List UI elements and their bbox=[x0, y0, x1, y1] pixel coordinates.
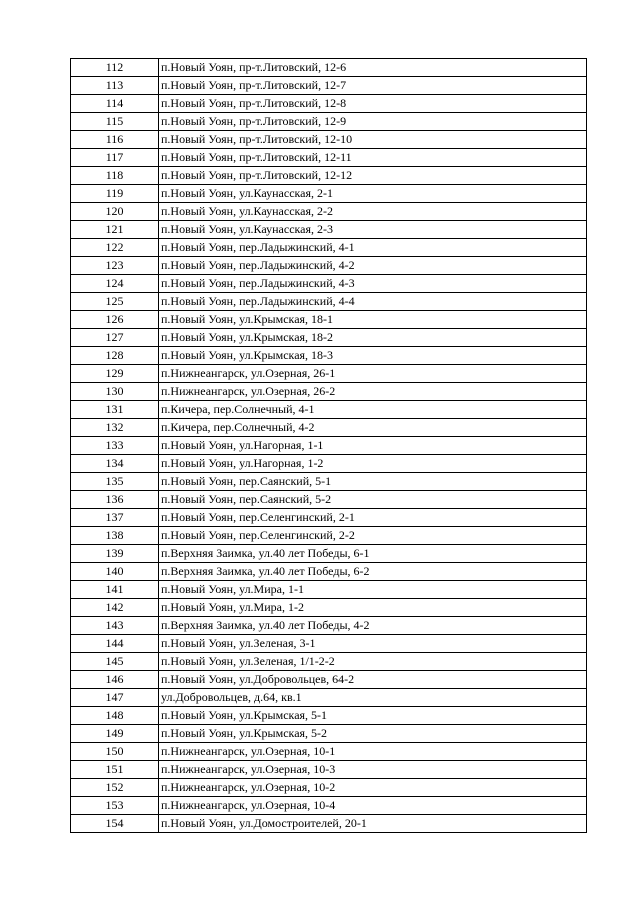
row-number-cell: 132 bbox=[71, 419, 159, 437]
address-cell: п.Новый Уоян, ул.Крымская, 5-1 bbox=[159, 707, 587, 725]
table-row bbox=[71, 581, 587, 599]
table-row bbox=[71, 203, 587, 221]
table-row bbox=[71, 239, 587, 257]
row-number-cell: 138 bbox=[71, 527, 159, 545]
address-cell: п.Новый Уоян, пер.Селенгинский, 2-2 bbox=[159, 527, 587, 545]
table-row bbox=[71, 491, 587, 509]
row-number-cell: 137 bbox=[71, 509, 159, 527]
address-cell: п.Нижнеангарск, ул.Озерная, 10-3 bbox=[159, 761, 587, 779]
table-row bbox=[71, 329, 587, 347]
table-row bbox=[71, 401, 587, 419]
table-row bbox=[71, 185, 587, 203]
row-number-cell: 122 bbox=[71, 239, 159, 257]
address-cell: п.Нижнеангарск, ул.Озерная, 10-4 bbox=[159, 797, 587, 815]
row-number-cell: 145 bbox=[71, 653, 159, 671]
table-body bbox=[71, 59, 587, 833]
row-number-cell: 148 bbox=[71, 707, 159, 725]
address-cell: п.Новый Уоян, ул.Зеленая, 3-1 bbox=[159, 635, 587, 653]
table-row bbox=[71, 131, 587, 149]
table-row bbox=[71, 419, 587, 437]
table-row bbox=[71, 671, 587, 689]
table-row bbox=[71, 707, 587, 725]
address-cell: п.Кичера, пер.Солнечный, 4-2 bbox=[159, 419, 587, 437]
address-cell: п.Нижнеангарск, ул.Озерная, 26-2 bbox=[159, 383, 587, 401]
table-row bbox=[71, 815, 587, 833]
table-row bbox=[71, 509, 587, 527]
row-number-cell: 140 bbox=[71, 563, 159, 581]
row-number-cell: 117 bbox=[71, 149, 159, 167]
address-cell: п.Новый Уоян, пер.Саянский, 5-1 bbox=[159, 473, 587, 491]
table-row bbox=[71, 653, 587, 671]
table-row bbox=[71, 779, 587, 797]
table-row bbox=[71, 113, 587, 131]
table-row bbox=[71, 761, 587, 779]
address-cell: п.Новый Уоян, пр-т.Литовский, 12-9 bbox=[159, 113, 587, 131]
address-cell: п.Новый Уоян, пер.Ладыжинский, 4-4 bbox=[159, 293, 587, 311]
table-row bbox=[71, 689, 587, 707]
row-number-cell: 113 bbox=[71, 77, 159, 95]
address-cell: п.Новый Уоян, ул.Добровольцев, 64-2 bbox=[159, 671, 587, 689]
table-row bbox=[71, 635, 587, 653]
row-number-cell: 147 bbox=[71, 689, 159, 707]
table-row bbox=[71, 383, 587, 401]
row-number-cell: 154 bbox=[71, 815, 159, 833]
address-cell: п.Новый Уоян, ул.Крымская, 18-3 bbox=[159, 347, 587, 365]
row-number-cell: 127 bbox=[71, 329, 159, 347]
row-number-cell: 115 bbox=[71, 113, 159, 131]
address-cell: п.Новый Уоян, пр-т.Литовский, 12-10 bbox=[159, 131, 587, 149]
table-row bbox=[71, 545, 587, 563]
row-number-cell: 116 bbox=[71, 131, 159, 149]
address-table bbox=[70, 58, 587, 833]
address-cell: п.Новый Уоян, ул.Нагорная, 1-1 bbox=[159, 437, 587, 455]
row-number-cell: 153 bbox=[71, 797, 159, 815]
table-row bbox=[71, 149, 587, 167]
row-number-cell: 112 bbox=[71, 59, 159, 77]
table-row bbox=[71, 347, 587, 365]
table-row bbox=[71, 797, 587, 815]
table-row bbox=[71, 95, 587, 113]
address-cell: п.Новый Уоян, ул.Крымская, 18-1 bbox=[159, 311, 587, 329]
row-number-cell: 150 bbox=[71, 743, 159, 761]
address-cell: п.Новый Уоян, ул.Крымская, 18-2 bbox=[159, 329, 587, 347]
row-number-cell: 151 bbox=[71, 761, 159, 779]
table-row bbox=[71, 599, 587, 617]
address-cell: п.Нижнеангарск, ул.Озерная, 10-2 bbox=[159, 779, 587, 797]
table-row bbox=[71, 275, 587, 293]
address-cell: ул.Добровольцев, д.64, кв.1 bbox=[159, 689, 587, 707]
address-cell: п.Новый Уоян, пер.Ладыжинский, 4-2 bbox=[159, 257, 587, 275]
table-row bbox=[71, 257, 587, 275]
address-cell: п.Верхняя Заимка, ул.40 лет Победы, 4-2 bbox=[159, 617, 587, 635]
row-number-cell: 134 bbox=[71, 455, 159, 473]
row-number-cell: 125 bbox=[71, 293, 159, 311]
row-number-cell: 146 bbox=[71, 671, 159, 689]
table-row bbox=[71, 437, 587, 455]
row-number-cell: 119 bbox=[71, 185, 159, 203]
address-cell: п.Нижнеангарск, ул.Озерная, 26-1 bbox=[159, 365, 587, 383]
address-cell: п.Новый Уоян, ул.Каунасская, 2-3 bbox=[159, 221, 587, 239]
row-number-cell: 133 bbox=[71, 437, 159, 455]
address-cell: п.Новый Уоян, ул.Домостроителей, 20-1 bbox=[159, 815, 587, 833]
table-row bbox=[71, 59, 587, 77]
row-number-cell: 143 bbox=[71, 617, 159, 635]
table-row bbox=[71, 311, 587, 329]
row-number-cell: 123 bbox=[71, 257, 159, 275]
row-number-cell: 149 bbox=[71, 725, 159, 743]
table-row bbox=[71, 77, 587, 95]
address-cell: п.Нижнеангарск, ул.Озерная, 10-1 bbox=[159, 743, 587, 761]
row-number-cell: 136 bbox=[71, 491, 159, 509]
row-number-cell: 128 bbox=[71, 347, 159, 365]
table-row bbox=[71, 563, 587, 581]
row-number-cell: 142 bbox=[71, 599, 159, 617]
address-cell: п.Новый Уоян, ул.Мира, 1-2 bbox=[159, 599, 587, 617]
table-row bbox=[71, 167, 587, 185]
address-cell: п.Кичера, пер.Солнечный, 4-1 bbox=[159, 401, 587, 419]
table-row bbox=[71, 221, 587, 239]
row-number-cell: 144 bbox=[71, 635, 159, 653]
row-number-cell: 135 bbox=[71, 473, 159, 491]
row-number-cell: 120 bbox=[71, 203, 159, 221]
table-row bbox=[71, 473, 587, 491]
table-row bbox=[71, 365, 587, 383]
row-number-cell: 141 bbox=[71, 581, 159, 599]
table-row bbox=[71, 743, 587, 761]
address-cell: п.Новый Уоян, ул.Каунасская, 2-2 bbox=[159, 203, 587, 221]
table-row bbox=[71, 455, 587, 473]
table-row bbox=[71, 725, 587, 743]
row-number-cell: 126 bbox=[71, 311, 159, 329]
table-row bbox=[71, 293, 587, 311]
address-cell: п.Новый Уоян, пер.Ладыжинский, 4-3 bbox=[159, 275, 587, 293]
row-number-cell: 152 bbox=[71, 779, 159, 797]
row-number-cell: 124 bbox=[71, 275, 159, 293]
address-cell: п.Новый Уоян, ул.Крымская, 5-2 bbox=[159, 725, 587, 743]
table-row bbox=[71, 617, 587, 635]
row-number-cell: 129 bbox=[71, 365, 159, 383]
address-cell: п.Новый Уоян, пер.Саянский, 5-2 bbox=[159, 491, 587, 509]
address-cell: п.Новый Уоян, ул.Зеленая, 1/1-2-2 bbox=[159, 653, 587, 671]
table-row bbox=[71, 527, 587, 545]
address-cell: п.Новый Уоян, ул.Мира, 1-1 bbox=[159, 581, 587, 599]
address-cell: п.Новый Уоян, пр-т.Литовский, 12-12 bbox=[159, 167, 587, 185]
row-number-cell: 139 bbox=[71, 545, 159, 563]
address-cell: п.Новый Уоян, пер.Ладыжинский, 4-1 bbox=[159, 239, 587, 257]
address-cell: п.Верхняя Заимка, ул.40 лет Победы, 6-2 bbox=[159, 563, 587, 581]
row-number-cell: 114 bbox=[71, 95, 159, 113]
address-cell: п.Верхняя Заимка, ул.40 лет Победы, 6-1 bbox=[159, 545, 587, 563]
address-cell: п.Новый Уоян, пр-т.Литовский, 12-6 bbox=[159, 59, 587, 77]
address-cell: п.Новый Уоян, пр-т.Литовский, 12-7 bbox=[159, 77, 587, 95]
address-cell: п.Новый Уоян, ул.Нагорная, 1-2 bbox=[159, 455, 587, 473]
address-cell: п.Новый Уоян, пр-т.Литовский, 12-8 bbox=[159, 95, 587, 113]
row-number-cell: 131 bbox=[71, 401, 159, 419]
address-cell: п.Новый Уоян, ул.Каунасская, 2-1 bbox=[159, 185, 587, 203]
row-number-cell: 121 bbox=[71, 221, 159, 239]
row-number-cell: 130 bbox=[71, 383, 159, 401]
row-number-cell: 118 bbox=[71, 167, 159, 185]
address-cell: п.Новый Уоян, пер.Селенгинский, 2-1 bbox=[159, 509, 587, 527]
address-cell: п.Новый Уоян, пр-т.Литовский, 12-11 bbox=[159, 149, 587, 167]
